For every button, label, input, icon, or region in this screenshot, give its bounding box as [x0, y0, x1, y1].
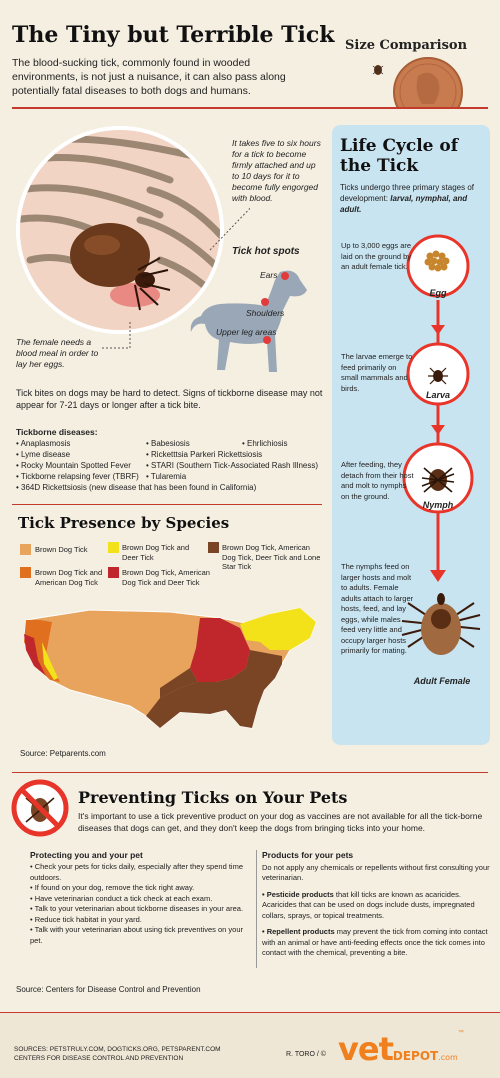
logo-tm: ™ [457, 1030, 464, 1036]
hotspots-title: Tick hot spots [232, 246, 300, 257]
disease-item: • Lyme disease [16, 450, 71, 459]
protect-item: • If found on your dog, remove the tick right away. [30, 883, 195, 892]
stage-text-egg: Up to 3,000 eggs are laid on the ground by an adult female tick. [341, 241, 412, 271]
protect-item: • Have veterinarian conduct a tick check at each exam. [30, 893, 213, 903]
stage-text-nymph: After feeding, they detach from their host and molt to nymphs on the ground. [341, 460, 414, 501]
lifecycle-title-line1: Life Cycle of [340, 136, 459, 156]
lifecycle-intro-prefix: Ticks undergo three primary stages of development: [340, 183, 474, 203]
stage-label-larva: Larva [425, 390, 451, 400]
pesticide-bold: • Pesticide products [262, 889, 334, 899]
stage-label-adult: Adult Female [413, 676, 471, 686]
products-title: Products for your pets [262, 850, 354, 860]
disease-item: • STARI (Southern Tick-Associated Rash Illness) [146, 461, 319, 470]
legend-swatch-2 [108, 542, 119, 553]
disease-item: • Ricketttsia Parkeri Rickettsiosis [146, 450, 263, 459]
attach-note: It takes five to six hours for a tick to become firmly attached and up to 10 days for it to become fully engorged with blood. [232, 138, 321, 203]
pesticide-item [262, 890, 490, 922]
disease-item: • Tickborne relapsing fever (TBRF) [16, 472, 139, 481]
disease-item: • 364D Rickettsiosis (new disease that has been found in California) [16, 483, 257, 492]
dog-silhouette [185, 262, 315, 380]
footer-sources-line2: CENTERS FOR DISEASE CONTROL AND PREVENTION [14, 1054, 184, 1062]
lifecycle-title-line2: the Tick [340, 156, 419, 176]
protect-item: • Talk to your veterinarian about tickborne diseases in your area. [30, 904, 244, 913]
female-note: The female needs a blood meal in order to lay her eggs. [16, 337, 99, 369]
tiny-tick-icon [373, 65, 383, 75]
hotspot-shoulders: Shoulders [246, 308, 285, 318]
intro-text: The blood-sucking tick, commonly found in wooded environments, is not just a nuisance, it can also pass along potentially fatal diseases to both dogs and humans. [12, 57, 286, 97]
diseases-title: Tickborne diseases: [16, 427, 98, 437]
disease-item: • Babesiosis [146, 439, 190, 448]
prevent-title: Preventing Ticks on Your Pets [78, 788, 348, 807]
presence-source: Source: Petparents.com [20, 749, 106, 758]
protect-title: Protecting you and your pet [30, 850, 143, 860]
footer-sources [14, 1046, 221, 1063]
protect-section [30, 850, 250, 946]
protect-item: • Talk with your veterinarian about using tick preventives on your pet. [30, 925, 244, 945]
stage-label-nymph: Nymph [422, 500, 454, 510]
size-comparison-graphic [368, 56, 468, 108]
legend-swatch-4 [20, 567, 31, 578]
stage-text-larva: The larvae emerge to feed primarily on small mammals and birds. [341, 352, 413, 393]
protect-list [30, 862, 250, 946]
hotspot-ears-dot [281, 272, 289, 280]
hotspot-upper-leg: Upper leg areas [216, 327, 277, 337]
female-note-pointer [100, 320, 140, 350]
legend-label-3: Brown Dog Tick, American Dog Tick, Deer Tick and Lone Star Tick [222, 543, 321, 571]
detection-text: Tick bites on dogs may be hard to detect. Signs of tickborne disease may not appear for 7-21 days or longer after a tick bite. [16, 388, 323, 410]
stage-text-adult: The nymphs feed on larger hosts and molt to adults. Female adults attach to larger hosts, feed, and lay eggs, while males feed very little and occupy larger hosts primarily for mating. [341, 562, 414, 655]
pesticide-text: that kill ticks are known as acaricides. Acaricides that can be used on dogs include dusts, impregnated collars, sprays, or topical treatments. [262, 889, 475, 920]
diseases-col3 [242, 438, 322, 449]
products-intro: Do not apply any chemicals or repellents without first consulting your veterinarian. [262, 862, 490, 882]
legend-label-5: Brown Dog Tick, American Dog Tick and Deer Tick [122, 568, 210, 587]
no-tick-icon [10, 778, 70, 838]
penny-icon [394, 58, 462, 108]
disease-item: • Tularemia [146, 472, 187, 481]
legend-swatch-5 [108, 567, 119, 578]
header-divider [12, 107, 488, 109]
hotspot-ears: Ears [260, 270, 278, 280]
repellent-text: may prevent the tick from coming into contact with an animal or have anti-feeding effects once the tick comes into contact with the chemical, preventing a bite. [262, 927, 488, 957]
stage-label-egg: Egg [429, 288, 447, 298]
lifecycle-title [340, 136, 458, 176]
page-title: The Tiny but Terrible Tick [12, 22, 335, 48]
disease-item: • Anaplasmosis [16, 439, 71, 448]
products-section [262, 850, 490, 959]
legend-label-1: Brown Dog Tick [35, 545, 88, 554]
legend-swatch-1 [20, 544, 31, 555]
legend-label-4: Brown Dog Tick and American Dog Tick [35, 568, 103, 587]
hotspot-shoulders-dot [261, 298, 269, 306]
lifecycle-intro [340, 182, 485, 215]
prevent-source: Source: Centers for Disease Control and Prevention [16, 985, 201, 994]
us-tick-map [20, 598, 325, 736]
legend-label-2: Brown Dog Tick and Deer Tick [122, 543, 190, 562]
presence-title: Tick Presence by Species [18, 514, 230, 532]
protect-item: • Reduce tick habitat in your yard. [30, 914, 142, 924]
repellent-bold: • Repellent products [262, 927, 335, 936]
legend-swatch-3 [208, 542, 219, 553]
disease-item: • Ehrlichiosis [242, 439, 288, 448]
column-divider [256, 850, 257, 968]
size-comparison-title: Size Comparison [345, 38, 468, 53]
disease-item: • Rocky Mountain Spotted Fever [16, 461, 131, 470]
logo-com: .com [438, 1053, 458, 1062]
prevent-intro: It's important to use a tick preventive product on your dog as vaccines are not available for all the tick-borne diseases that dogs can get, and they don't keep the dogs from bringing ticks into your home. [78, 811, 483, 833]
vetdepot-logo[interactable] [338, 1030, 464, 1070]
logo-depot: DEPOT [392, 1049, 439, 1063]
protect-item: • Check your pets for ticks daily, especially after they spend time outdoors. [30, 862, 243, 882]
presence-divider [12, 504, 322, 505]
lifecycle-intro-stages: larval, nymphal, and adult. [340, 194, 468, 214]
footer-sources-line1: SOURCES: PETSTRULY.COM, DOGTICKS.ORG, PETSPARENT.COM [14, 1046, 221, 1053]
prevent-divider [12, 772, 488, 773]
logo-vet: vet [338, 1030, 393, 1068]
footer-credit: R. TORO / © [286, 1051, 326, 1058]
repellent-item [262, 927, 490, 959]
